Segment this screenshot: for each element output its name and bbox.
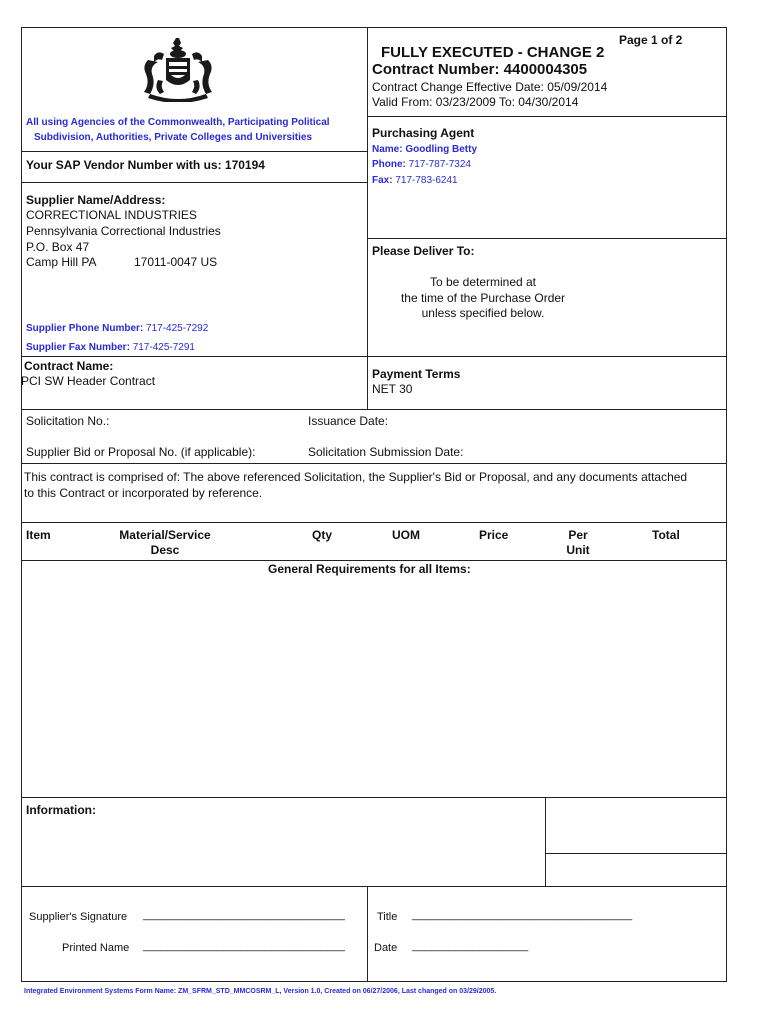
rule-vendor-bottom bbox=[21, 182, 367, 183]
deliver-line-2: the time of the Purchase Order bbox=[400, 291, 566, 305]
agencies-line-2: Subdivision, Authorities, Private Colleges and Universities bbox=[34, 132, 313, 143]
contract-number: Contract Number: 4400004305 bbox=[372, 61, 588, 78]
col-item: Item bbox=[26, 528, 51, 542]
comprised-line-2: to this Contract or incorporated by reference. bbox=[24, 486, 263, 500]
supplier-signature-field[interactable]: _________________________________ bbox=[143, 909, 345, 921]
date-label: Date bbox=[374, 942, 398, 954]
col-desc-1: Material/Service bbox=[119, 528, 211, 542]
rule-agencies-bottom bbox=[21, 151, 367, 152]
supplier-signature-label: Supplier's Signature bbox=[29, 911, 128, 923]
printed-name-field[interactable]: _________________________________ bbox=[143, 940, 345, 952]
rule-signature-divider bbox=[367, 886, 368, 982]
title-field[interactable]: ____________________________________ bbox=[412, 909, 633, 921]
supplier-city-state: Camp Hill PA bbox=[26, 255, 97, 269]
bid-proposal-label: Supplier Bid or Proposal No. (if applicable): bbox=[26, 445, 256, 459]
rule-info-bottom bbox=[21, 886, 727, 887]
general-requirements: General Requirements for all Items: bbox=[268, 562, 471, 576]
supplier-phone-label: Supplier Phone Number: bbox=[26, 323, 144, 334]
col-price: Price bbox=[479, 528, 509, 542]
rule-items-header-bottom bbox=[21, 560, 727, 561]
agent-name bbox=[372, 144, 477, 155]
submission-date-label: Solicitation Submission Date: bbox=[308, 445, 464, 459]
rule-contract-name-bottom bbox=[21, 409, 727, 410]
supplier-line-1: CORRECTIONAL INDUSTRIES bbox=[26, 208, 197, 222]
printed-name-label: Printed Name bbox=[62, 942, 130, 954]
payment-terms-title: Payment Terms bbox=[372, 367, 461, 381]
col-per-2: Unit bbox=[566, 543, 590, 557]
date-field[interactable]: ___________________ bbox=[412, 940, 529, 952]
sap-vendor-number: Your SAP Vendor Number with us: 170194 bbox=[26, 158, 265, 172]
rule-info-box-middle bbox=[545, 853, 727, 854]
agent-name-label: Name: bbox=[372, 144, 403, 155]
rule-comprised-bottom bbox=[21, 522, 727, 523]
contract-status: FULLY EXECUTED - CHANGE 2 bbox=[381, 44, 605, 61]
issuance-date-label: Issuance Date: bbox=[308, 414, 389, 428]
change-effective-date: Contract Change Effective Date: 05/09/2014 bbox=[372, 80, 608, 94]
col-desc-2: Desc bbox=[150, 543, 180, 557]
rule-items-bottom bbox=[21, 797, 727, 798]
rule-solicitation-bottom bbox=[21, 463, 727, 464]
contract-name-value: PCI SW Header Contract bbox=[21, 374, 156, 388]
supplier-fax-value: 717-425-7291 bbox=[132, 342, 195, 353]
supplier-line-2: Pennsylvania Correctional Industries bbox=[26, 224, 221, 238]
agent-fax bbox=[372, 175, 458, 186]
col-uom: UOM bbox=[392, 528, 420, 542]
rule-supplier-bottom bbox=[21, 356, 727, 357]
deliver-line-3: unless specified below. bbox=[421, 306, 545, 320]
agent-name-value: Goodling Betty bbox=[405, 144, 478, 155]
col-per-1: Per bbox=[568, 528, 588, 542]
supplier-zip: 17011-0047 US bbox=[134, 255, 218, 269]
agencies-line-1: All using Agencies of the Commonwealth, Participating Political bbox=[26, 117, 330, 128]
supplier-fax bbox=[26, 342, 195, 353]
title-label: Title bbox=[377, 911, 398, 923]
agent-phone-label: Phone: bbox=[372, 159, 406, 170]
supplier-fax-label: Supplier Fax Number: bbox=[26, 342, 130, 353]
deliver-line-1: To be determined at bbox=[429, 275, 537, 289]
rule-info-divider bbox=[545, 797, 546, 886]
agent-phone-value: 717-787-7324 bbox=[408, 159, 471, 170]
supplier-phone-value: 717-425-7292 bbox=[146, 323, 209, 334]
agent-fax-label: Fax: bbox=[372, 175, 393, 186]
payment-terms-value: NET 30 bbox=[372, 382, 413, 396]
form-footer: Integrated Environment Systems Form Name: ZM_SFRM_STD_MMCOSRM_L, Version 1.0, Created on 06/27/2006, Last changed on 03/29/2005. bbox=[24, 988, 497, 995]
commonwealth-seal-icon bbox=[136, 36, 220, 102]
agent-fax-value: 717-783-6241 bbox=[395, 175, 458, 186]
col-total: Total bbox=[652, 528, 680, 542]
agent-phone bbox=[372, 159, 471, 170]
supplier-line-3: P.O. Box 47 bbox=[26, 240, 90, 254]
col-qty: Qty bbox=[312, 528, 333, 542]
information-label: Information: bbox=[26, 803, 96, 817]
supplier-phone bbox=[26, 323, 208, 334]
rule-agent-bottom bbox=[367, 238, 727, 239]
purchasing-agent-title: Purchasing Agent bbox=[372, 126, 475, 140]
solicitation-no-label: Solicitation No.: bbox=[26, 414, 110, 428]
valid-period: Valid From: 03/23/2009 To: 04/30/2014 bbox=[372, 95, 579, 109]
page-indicator: Page 1 of 2 bbox=[619, 33, 683, 47]
comprised-line-1: This contract is comprised of: The above referenced Solicitation, the Supplier's Bid or Proposal, and any documents attached bbox=[24, 470, 688, 484]
supplier-title: Supplier Name/Address: bbox=[26, 193, 166, 207]
rule-header-divider bbox=[367, 27, 368, 409]
deliver-to-title: Please Deliver To: bbox=[372, 244, 475, 258]
rule-header-bottom bbox=[367, 116, 727, 117]
contract-name-title: Contract Name: bbox=[24, 359, 114, 373]
